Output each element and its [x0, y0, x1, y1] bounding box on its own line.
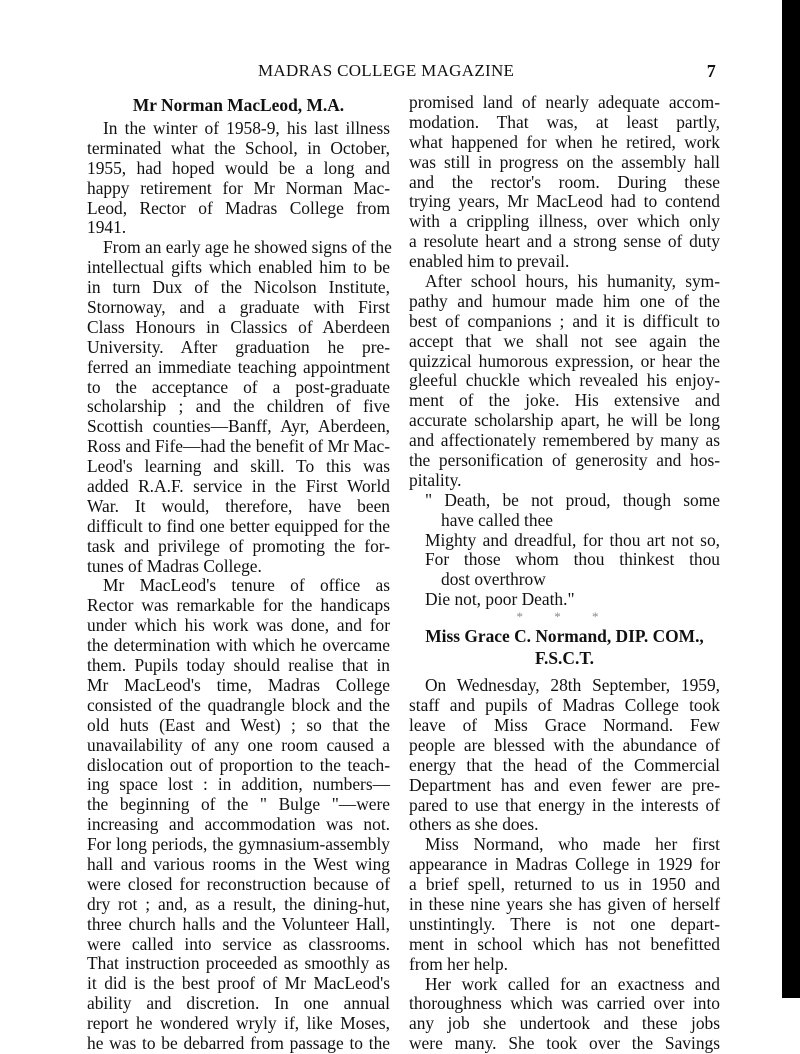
- text-line: consisted of the quadrangle block and the: [87, 694, 390, 715]
- poem-line: " Death, be not proud, though some: [425, 489, 720, 510]
- text-line: gleeful chuckle which revealed his enjoy-: [409, 370, 720, 391]
- text-line: Miss Normand, who made her first: [425, 834, 720, 855]
- page-number: 7: [706, 61, 716, 81]
- text-line: dry rot ; and, as a result, the dining-hut,: [87, 893, 390, 914]
- text-line: to the acceptance of a post-graduate: [87, 376, 390, 397]
- text-line: Her work called for an exactness and: [425, 973, 720, 994]
- poem-line: For those whom thou thinkest thou: [425, 549, 720, 570]
- text-line: energy that the head of the Commercial: [409, 754, 720, 775]
- article-heading-normand: Miss Grace C. Normand, DIP. COM.,: [425, 626, 704, 647]
- text-line: scholarship ; and the children of five: [87, 396, 390, 417]
- text-line: dislocation out of proportion to the teach-: [87, 754, 390, 775]
- text-line: pared to use that energy in the interests of: [409, 794, 720, 815]
- text-line: enabled him to prevail.: [409, 251, 570, 272]
- text-line: were called into service as classrooms.: [87, 933, 390, 954]
- text-line: ferred an immediate teaching appointment: [87, 356, 390, 377]
- text-line: promised land of nearly adequate accom-: [409, 92, 720, 112]
- text-line: hall and various rooms in the West wing: [87, 853, 390, 874]
- magazine-title: MADRAS COLLEGE MAGAZINE: [258, 61, 515, 80]
- text-line: After school hours, his humanity, sym-: [425, 271, 720, 292]
- poem-line: Die not, poor Death.": [425, 589, 575, 610]
- running-header: [258, 61, 716, 85]
- text-line: In the winter of 1958-9, his last illness: [103, 118, 390, 138]
- text-line: from her help.: [409, 953, 508, 974]
- text-line: ment of the joke. His extensive and: [409, 390, 720, 411]
- text-line: difficult to find one better equipped for the: [87, 515, 390, 536]
- text-line: a resolute heart and a strong sense of duty: [409, 231, 720, 252]
- text-line: increasing and accommodation was not.: [87, 814, 390, 835]
- text-line: the beginning of the " Bulge "—were: [87, 794, 390, 815]
- text-line: Stornoway, and a graduate with First: [87, 297, 390, 318]
- text-line: On Wednesday, 28th September, 1959,: [425, 675, 720, 696]
- text-line: Mr MacLeod's time, Madras College: [87, 674, 390, 695]
- text-line: War. It would, therefore, have been: [87, 495, 390, 516]
- text-line: and affectionately remembered by many as: [409, 430, 720, 451]
- text-line: Rector was remarkable for the handicaps: [87, 595, 390, 616]
- text-line: Department has and even fewer are pre-: [409, 774, 720, 795]
- text-line: intellectual gifts which enabled him to be: [87, 257, 390, 278]
- text-line: accurate scholarship apart, he will be long: [409, 410, 720, 431]
- text-line: happy retirement for Mr Norman Mac-: [87, 177, 390, 198]
- poem-line: have called thee: [441, 509, 554, 530]
- left-column: [87, 93, 390, 1054]
- text-line: quizzical humorous expression, or hear the: [409, 350, 720, 371]
- text-line: staff and pupils of Madras College took: [409, 695, 720, 716]
- text-line: and the rector's room. During these: [409, 171, 720, 192]
- text-line: old huts (East and West) ; so that the: [87, 714, 390, 735]
- poem-line: Mighty and dreadful, for thou art not so,: [425, 529, 720, 550]
- right-column: [409, 93, 720, 1054]
- text-line: pitality.: [409, 469, 462, 490]
- text-line: people are blessed with the abundance of: [409, 734, 720, 755]
- text-line: ment in school which has not benefitted: [409, 933, 720, 954]
- text-line: best of companions ; and it is difficult to: [409, 310, 720, 331]
- text-line: unavailability of any one room caused a: [87, 734, 390, 755]
- text-line: leave of Miss Grace Normand. Few: [409, 714, 720, 735]
- text-line: in turn Dux of the Nicolson Institute,: [87, 277, 390, 298]
- normand-body: [409, 676, 720, 1054]
- text-line: with a crippling illness, over which only: [409, 211, 720, 232]
- text-line: he was to be debarred from passage to the: [87, 1032, 390, 1053]
- text-line: it did is the best proof of Mr MacLeod's: [87, 973, 390, 994]
- text-line: Ross and Fife—had the benefit of Mr Mac-: [87, 436, 390, 457]
- text-line: report he wondered wryly if, like Moses,: [87, 1013, 390, 1034]
- text-line: Mr MacLeod's tenure of office as: [103, 575, 390, 596]
- page-edge-border: [782, 0, 800, 998]
- article-heading-macleod: Mr Norman MacLeod, M.A.: [132, 95, 345, 115]
- text-line: unstintingly. There is not one depart-: [409, 913, 720, 934]
- text-line: three church halls and the Volunteer Hall,: [87, 913, 390, 934]
- text-line: pathy and humour made him one of the: [409, 290, 720, 311]
- text-line: the personification of generosity and hos-: [409, 450, 720, 471]
- text-line: task and privilege of promoting the for-: [87, 535, 390, 556]
- text-line: under which his work was done, and for: [87, 615, 390, 636]
- text-line: what happened for when he retired, work: [409, 131, 720, 152]
- text-line: 1955, had hoped would be a long and: [87, 157, 390, 178]
- text-line: trying years, Mr MacLeod had to contend: [409, 191, 720, 212]
- text-line: For long periods, the gymnasium-assembly: [87, 834, 390, 855]
- text-line: Leod's learning and skill. To this was: [87, 456, 390, 477]
- text-line: the determination with which he overcame: [87, 635, 390, 656]
- text-line: tunes of Madras College.: [87, 555, 262, 576]
- text-line: Class Honours in Classics of Aberdeen: [87, 316, 390, 337]
- article-heading-normand-line2: F.S.C.T.: [535, 648, 594, 669]
- macleod-continuation: [409, 93, 720, 491]
- text-line: That instruction proceeded as smoothly as: [87, 953, 390, 974]
- text-line: them. Pupils today should realise that in: [87, 655, 390, 676]
- text-line: in these nine years she has given of herself: [409, 893, 720, 914]
- text-line: were many. She took over the Savings: [409, 1033, 720, 1054]
- text-line: Scottish counties—Banff, Ayr, Aberdeen,: [87, 416, 390, 437]
- text-line: 1941.: [87, 217, 127, 238]
- poem-line: dost overthrow: [441, 569, 546, 590]
- text-line: were closed for reconstruction because of: [87, 873, 390, 894]
- text-line: terminated what the School, in October,: [87, 137, 390, 158]
- text-line: modation. That was, at least partly,: [409, 111, 720, 132]
- text-line: added R.A.F. service in the First World: [87, 476, 390, 497]
- text-line: ing space lost : in addition, numbers—: [87, 774, 390, 795]
- text-line: a brief spell, returned to us in 1950 and: [409, 874, 720, 895]
- text-line: University. After graduation he pre-: [87, 336, 390, 357]
- text-line: others as she does.: [409, 814, 539, 835]
- text-line: was still in progress on the assembly hall: [409, 151, 720, 172]
- text-line: any job she undertook and these jobs: [409, 1013, 720, 1034]
- text-line: Leod, Rector of Madras College from: [87, 197, 390, 218]
- macleod-body: [87, 119, 390, 1054]
- section-separator: * * *: [516, 609, 613, 625]
- poem-quote: [409, 491, 720, 610]
- text-line: appearance in Madras College in 1929 for: [409, 854, 720, 875]
- text-line: thoroughness which was carried over into: [409, 993, 720, 1014]
- text-line: accept that we shall not see again the: [409, 330, 720, 351]
- text-line: From an early age he showed signs of the: [103, 237, 392, 258]
- text-line: ability and discretion. In one annual: [87, 993, 390, 1014]
